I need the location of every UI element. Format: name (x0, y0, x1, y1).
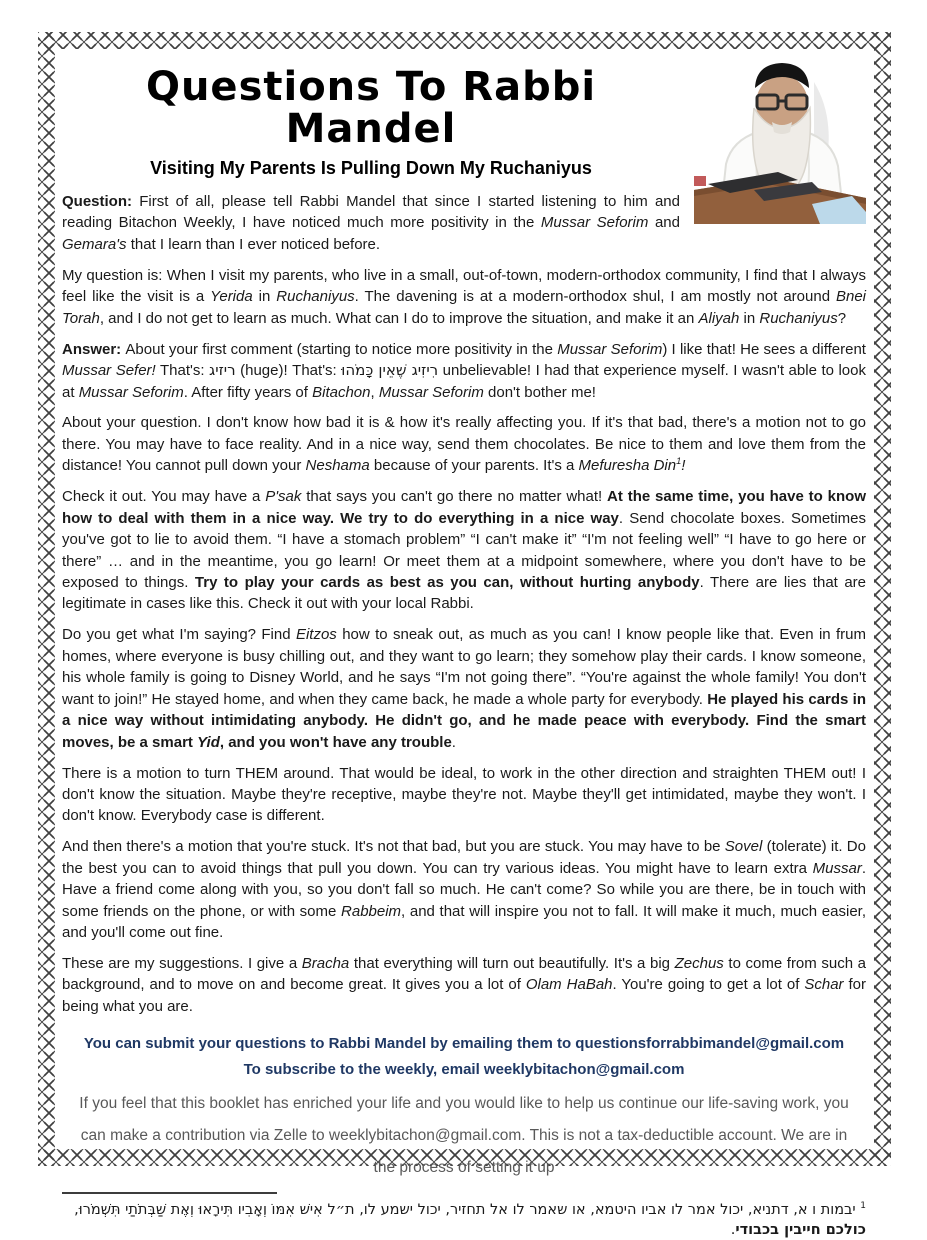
article-subtitle: Visiting My Parents Is Pulling Down My Ruchaniyus (150, 158, 592, 178)
footnote-separator (62, 1192, 277, 1194)
contribution-note: If you feel that this booklet has enriched your life and you would like to help us continue our life-saving work, you can make a contribution via Zelle to weeklybitachon@gmail.com. This is not a tax-deductible account. We are in the process of setting it up (79, 1095, 849, 1176)
question-paragraph: Question: First of all, please tell Rabbi Mandel that since I started listening to him and reading Bitachon Weekly, I have noticed much more positivity in the Mussar Seforim and Gemara's that I learn than I ever noticed before. (62, 193, 680, 253)
subscribe-line: To subscribe to the weekly, email weeklybitachon@gmail.com (243, 1060, 685, 1078)
face-reality-paragraph: About your question. I don't know how bad it is & how it's really affecting you. If it's that bad, there's a motion not to go there. You may have to face reality. And in a nice way, send them chocolates. Be nice to them and love them from the distance! You cannot pull down your Neshama because of your parents. It's a Mefuresha Din$^1$! (62, 414, 866, 475)
psak-paragraph: Check it out. You may have a P'sak that says you can't go there no matter what! At the same time, you have to know how to deal with them in a nice way. We try to do everything in a nice way. Send chocolate boxes. Sometimes you've got to lie to avoid them. “I have a stomach problem” “I can't make it” “I'm not feeling well” “I have to go here or there” … and in the meantime, you go learn! Or meet them at a midpoint somewhere, where you don't have to be exposed to things. Try to play your cards as best as you can, without hurting anybody. There are lies that are legitimate in cases like this. Check it out with your local Rabbi. (62, 488, 867, 613)
eitzos-paragraph: Do you get what I'm saying? Find Eitzos how to sneak out, as much as you can! I know people like that. Even in frum homes, where everyone is busy chilling out, and they want to go learn; they somehow play their cards. I know someone, his whole family is going to Disney World, and he says “I'm not going there”. “You're against the whole family! You don't want to join!” He stayed home, and when they came back, he made a whole party for everybody. He played his cards in a nice way without intimidating anybody. He didn't go, and he made peace with everybody. Find the smart moves, be a smart Yid, and you won't have any trouble. (62, 626, 866, 751)
answer-paragraph: Answer: About your first comment (starting to notice more positivity in the Mussar Seforim) I like that! He sees a different Mussar Sefer! That's: ריזיג (huge)! That's: רִיזִיג שֶׁאֵין כָּמֹהוּ unbelievable! I had that experience myself. I wasn't able to look at Mussar Seforim. After fifty years of Bitachon, Mussar Seforim don't bother me! (62, 340, 866, 401)
bracha-paragraph: These are my suggestions. I give a Bracha that everything will turn out beautifully. It's a big Zechus to come from such a background, and to move on and become great. It gives you a lot of Olam HaBah. You're going to get a lot of Schar for being what you are. (62, 955, 866, 1015)
turn-them-around-paragraph: There is a motion to turn THEM around. That would be ideal, to work in the other direction and straighten THEM out! I don't know the situation. Maybe they're receptive, maybe they're not. Maybe they'll get intimidated, maybe they won't. I don't know. Everybody case is different. (62, 764, 866, 825)
sovel-paragraph: And then there's a motion that you're stuck. It's not that bad, but you are stuck. You may have to be Sovel (tolerate) it. Do the best you can to avoid things that pull you down. You can try various ideas. You might have to learn extra Mussar. Have a friend come along with you, so you don't fall so much. He can't come? So while you are there, be in touch with some friends on the phone, or with some Rabbeim, and that will inspire you not to fall. It will make it much, much easier, and you'll come out fine. (62, 838, 866, 942)
page-content (62, 54, 866, 1240)
rabbi-photo (694, 52, 866, 224)
my-question-paragraph: My question is: When I visit my parents, who live in a small, out-of-town, modern-orthodox community, I find that I always feel like the visit is a Yerida in Ruchaniyus. The davening is at a modern-orthodox shul, I am mostly not around Bnei Torah, and I do not get to learn as much. What can I do to improve the situation, and make it an Aliyah in Ruchaniyus? (62, 266, 867, 327)
submit-questions-line: You can submit your questions to Rabbi Mandel by emailing them to questionsforrabbimandel@gmail.com (83, 1035, 845, 1053)
rabbi-portrait-illustration (694, 52, 866, 224)
hebrew-footnote: $^1$ יבמות ו א, דתניא, יכול אמר לו אביו היטמא, או שאמר לו אל תחזיר, יכול ישמע לו, ת״ל אִישׁ אִמּוֹ וְאָבִיו תִּירָאוּ וְאֶת שַׁבְּתֹתַי תִּשְׁמֹרוּ, כולכם חייבין בכבודי. (74, 1200, 866, 1238)
page-title: Questions To Rabbi Mandel (145, 64, 597, 152)
